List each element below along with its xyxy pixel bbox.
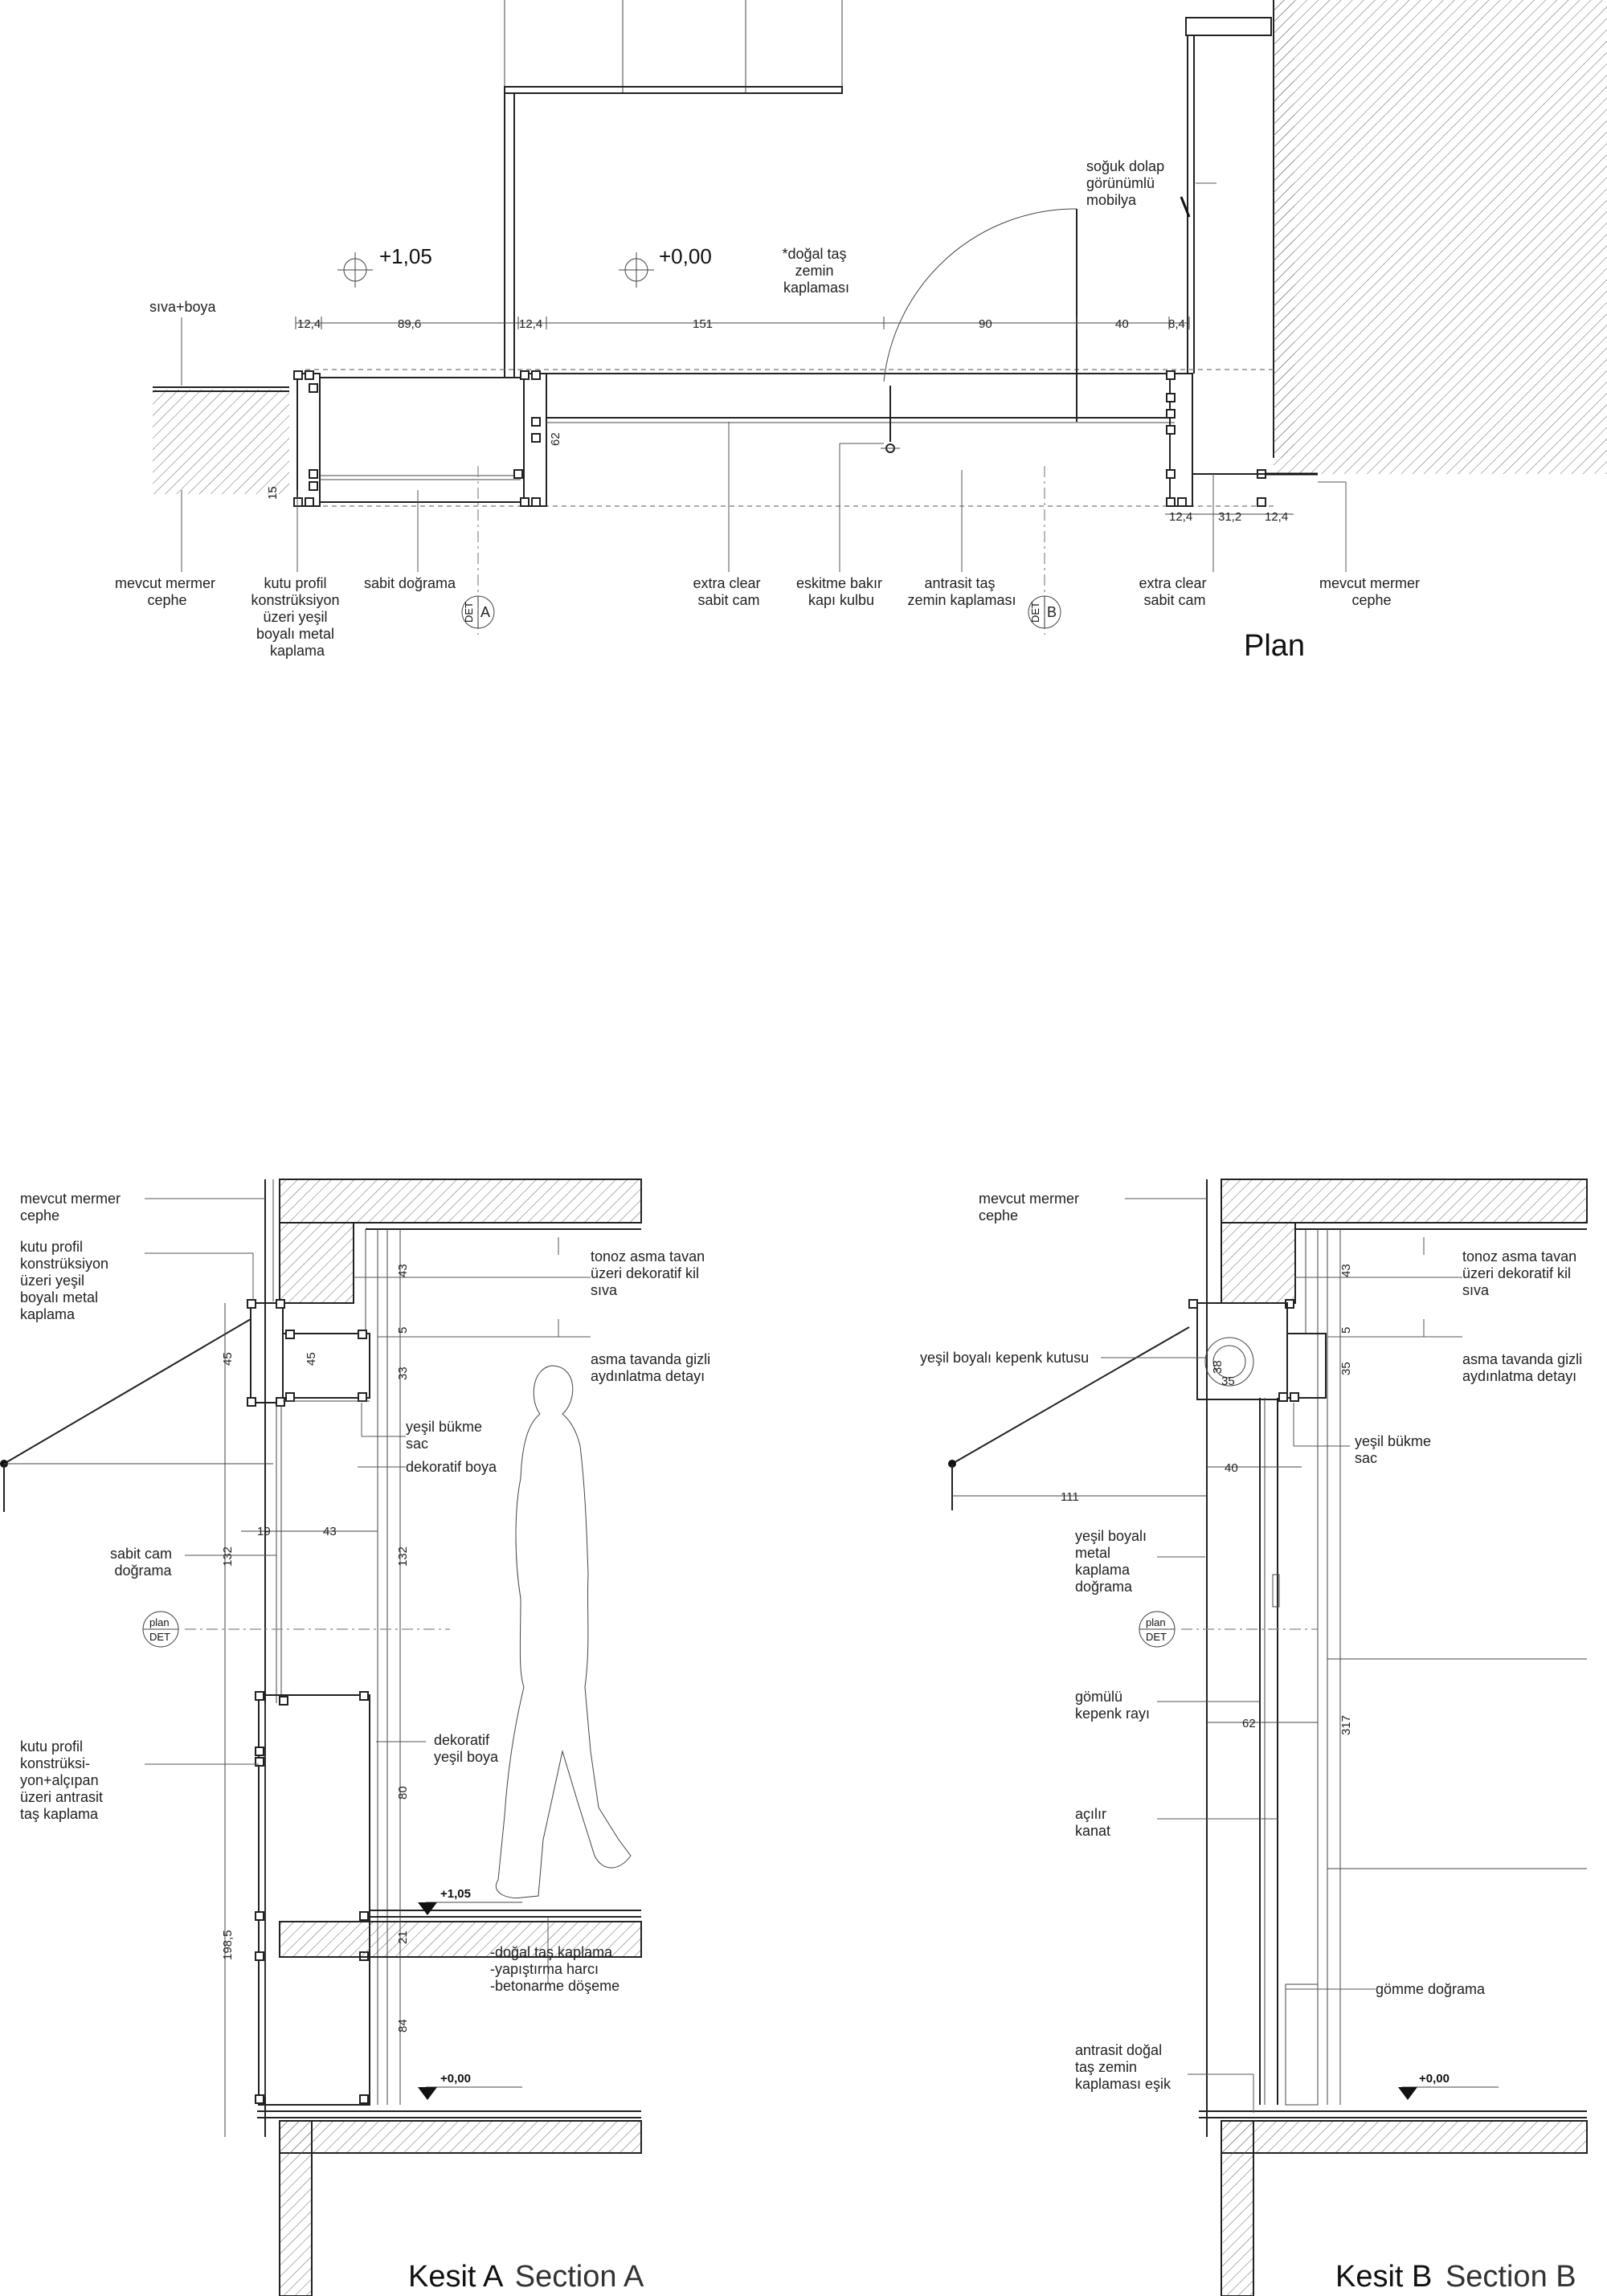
section-b-label-asma-tavan: asma tavanda gizli aydınlatma detayı (1462, 1351, 1583, 1384)
plan-dim-b3: 12,4 (1265, 510, 1289, 524)
section-b-dim-40: 40 (1225, 1461, 1238, 1475)
section-a-dim-132a: 132 (221, 1546, 235, 1567)
plan-drawing (115, 0, 1607, 663)
section-a-label-sabit-cam: sabit cam doğrama (109, 1546, 173, 1579)
section-a-dim-43b: 43 (323, 1525, 337, 1538)
section-a-dim-1985: 198,5 (221, 1930, 235, 1960)
plan-dim-15: 15 (266, 486, 280, 500)
section-b-label-gomulu-kepenk: gömülü kepenk rayı (1075, 1689, 1151, 1722)
section-b-plan-tag (1139, 1612, 1175, 1647)
section-b-level-000: +0,00 (1419, 2072, 1450, 2086)
section-b-dim-317: 317 (1339, 1714, 1353, 1735)
section-b-dim-35a: 35 (1339, 1362, 1353, 1375)
plan-label-antrasit-tas: antrasit taş zemin kaplaması (907, 575, 1016, 608)
section-a-dim-45a: 45 (221, 1352, 235, 1366)
svg-text:plan: plan (1146, 1616, 1166, 1628)
section-b-label-kepenk-kutusu: yeşil boyalı kepenk kutusu (920, 1350, 1090, 1366)
plan-dim-2: 89,6 (398, 317, 422, 331)
section-a-title: Kesit A Section A (408, 2260, 644, 2294)
plan-dim-4: 151 (693, 317, 714, 331)
svg-text:DET: DET (1029, 602, 1041, 623)
section-a-label-dekoratif-boya: dekoratif boya (406, 1459, 497, 1475)
plan-dim-1: 12,4 (297, 317, 321, 331)
svg-text:DET: DET (1146, 1631, 1167, 1643)
plan-dim-3: 12,4 (519, 317, 543, 331)
section-b-label-antrasit-esik: antrasit doğal taş zemin kaplaması eşik (1075, 2042, 1172, 2092)
plan-dim-b2: 31,2 (1218, 510, 1242, 524)
svg-text:B: B (1047, 604, 1057, 620)
section-a-label-dogal-tas-kaplama: -doğal taş kaplama -yapıştırma harcı -betonarme döşeme (490, 1944, 620, 1994)
section-a-dim-5: 5 (396, 1326, 410, 1334)
plan-label-soguk-dolap: soğuk dolap görünümlü mobilya (1086, 158, 1165, 208)
section-a-dim-21: 21 (396, 1930, 410, 1944)
plan-dim-b1: 12,4 (1169, 510, 1193, 524)
section-a-dim-19: 19 (257, 1525, 271, 1538)
section-b-dim-62: 62 (1242, 1717, 1256, 1730)
plan-dim-62: 62 (549, 432, 562, 446)
section-b-label-yesil-bukme: yeşil bükme sac (1355, 1433, 1432, 1466)
section-b-title: Kesit B Section B (1335, 2260, 1576, 2294)
section-b-dim-38: 38 (1211, 1360, 1225, 1374)
section-a-plan-tag (143, 1612, 178, 1647)
plan-label-sabit-dograma: sabit doğrama (363, 575, 456, 591)
plan-label-mevcut-mermer-left: mevcut mermer cephe (114, 575, 215, 608)
det-a-tag (462, 596, 494, 628)
det-b-tag (1028, 596, 1061, 628)
svg-text:A: A (480, 604, 491, 620)
section-a-label-yesil-bukme: yeşil bükme sac (406, 1419, 483, 1452)
section-a-label-dekoratif-yesil: dekoratif yeşil boya (434, 1732, 499, 1765)
section-b-label-mevcut-mermer: mevcut mermer cephe (979, 1191, 1080, 1224)
section-b-label-gomme-dograma: gömme doğrama (1376, 1981, 1486, 1997)
section-a-drawing (0, 1179, 714, 2296)
plan-label-extra-clear-1: extra clear sabit cam (693, 575, 761, 608)
section-a-label-asma-tavan: asma tavanda gizli aydınlatma detayı (591, 1351, 711, 1384)
section-a-label-kutu-profil-top: kutu profil konstrüksiyon üzeri yeşil boyalı metal kaplama (20, 1239, 109, 1322)
plan-level-000: +0,00 (659, 244, 712, 268)
section-a-dim-43: 43 (396, 1264, 410, 1277)
plan-level-105: +1,05 (379, 244, 432, 268)
section-a-level-000: +0,00 (440, 2072, 471, 2086)
section-a-level-105: +1,05 (440, 1887, 471, 1901)
section-a-dim-132b: 132 (396, 1546, 410, 1567)
section-b-dim-5: 5 (1339, 1326, 1353, 1334)
plan-dim-5: 90 (979, 317, 992, 331)
plan-label-dogal-tas: *doğal taş zemin kaplaması (782, 246, 850, 296)
plan-label-kutu-profil: kutu profil konstrüksiyon üzeri yeşil boyalı metal kaplama (251, 575, 340, 659)
section-a-label-tonoz: tonoz asma tavan üzeri dekoratif kil sıva (591, 1248, 705, 1298)
section-b-dim-111: 111 (1061, 1490, 1079, 1504)
section-b-label-acilir-kanat: açılır kanat (1075, 1806, 1111, 1839)
svg-text:DET: DET (149, 1631, 170, 1643)
svg-text:plan: plan (149, 1616, 170, 1628)
plan-label-eskitme-bakir: eskitme bakır kapı kulbu (795, 575, 883, 608)
section-b-drawing (920, 1179, 1587, 2296)
section-a-label-kutu-profil-bottom: kutu profil konstrüksi- yon+alçıpan üzeri antrasit taş kaplama (20, 1738, 104, 1822)
section-b-label-tonoz: tonoz asma tavan üzeri dekoratif kil sıva (1462, 1248, 1577, 1298)
plan-label-mevcut-mermer-right: mevcut mermer cephe (1319, 575, 1420, 608)
svg-text:DET: DET (463, 602, 475, 623)
section-b-dim-43: 43 (1339, 1264, 1353, 1277)
section-b-label-yesil-boyali-metal: yeşil boyalı metal kaplama doğrama (1075, 1528, 1147, 1595)
plan-label-siva-boya: sıva+boya (149, 299, 216, 315)
section-a-dim-33: 33 (396, 1367, 410, 1380)
section-a-dim-80: 80 (396, 1786, 410, 1800)
section-a-dim-84: 84 (396, 2019, 410, 2032)
plan-label-extra-clear-2: extra clear sabit cam (1139, 575, 1207, 608)
section-a-label-mevcut-mermer: mevcut mermer cephe (20, 1191, 121, 1224)
section-a-dim-45b: 45 (305, 1352, 318, 1366)
plan-dim-6: 40 (1115, 317, 1129, 331)
plan-dim-7: 8,4 (1168, 317, 1185, 331)
section-b-dim-35b: 35 (1221, 1375, 1235, 1388)
plan-title: Plan (1244, 629, 1306, 663)
